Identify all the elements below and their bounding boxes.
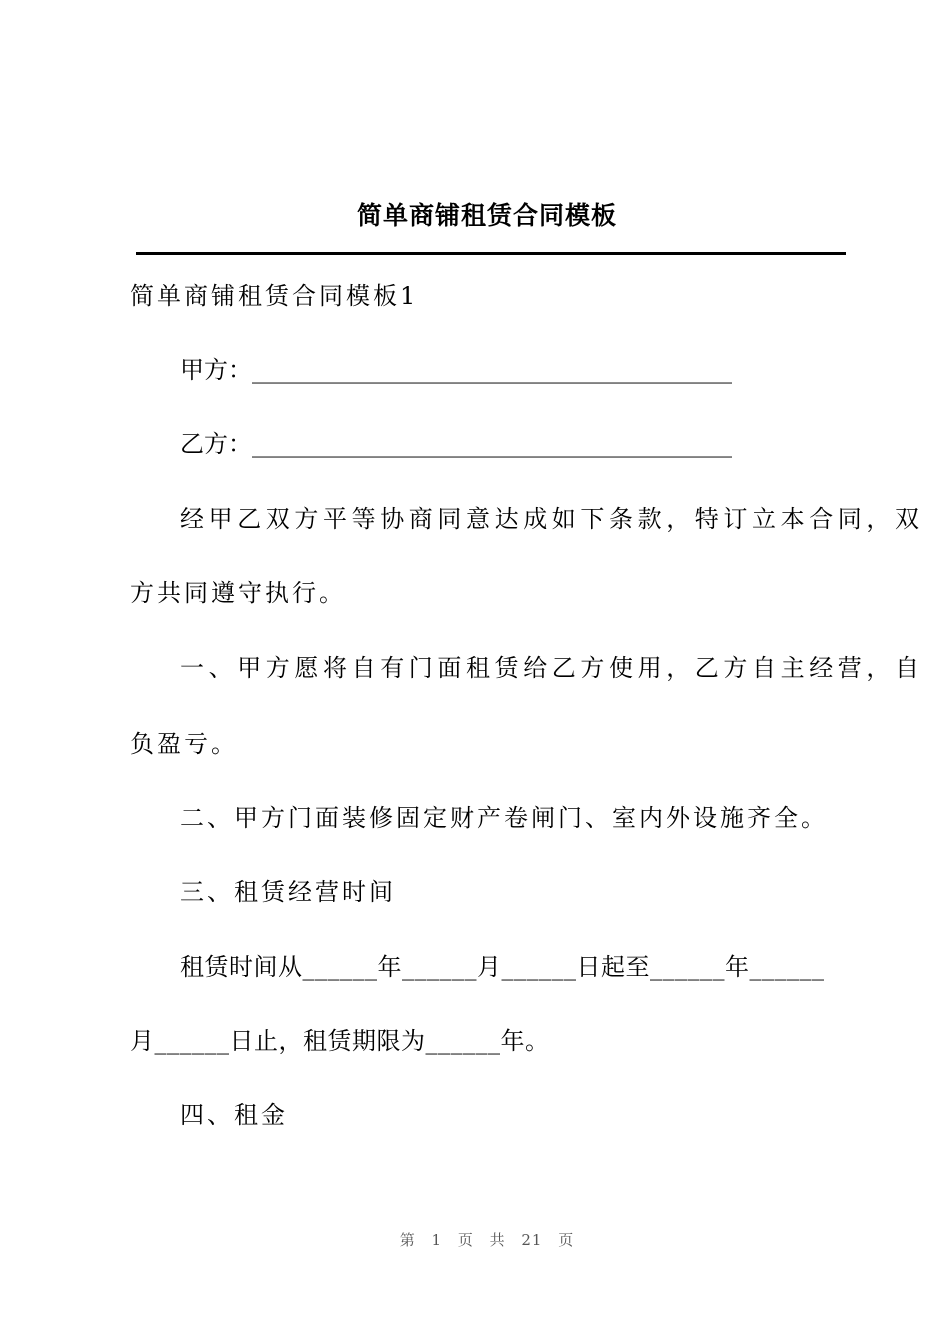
clause-4-heading: 四、租金 <box>180 1101 288 1129</box>
party-a-field: 甲方：________________________________________ <box>180 356 732 384</box>
clause-1-line-2: 负盈亏。 <box>130 730 238 758</box>
document-subtitle: 简单商铺租赁合同模板1 <box>130 282 419 310</box>
clause-3-line-2: 月______日止，租赁期限为______年。 <box>130 1027 550 1055</box>
title-underline <box>136 252 846 255</box>
page-footer: 第 1 页 共 21 页 <box>399 1231 575 1249</box>
party-b-field: 乙方：________________________________________ <box>180 430 732 458</box>
clause-2: 二、甲方门面装修固定财产卷闸门、室内外设施齐全。 <box>180 804 828 832</box>
clause-3-heading: 三、租赁经营时间 <box>180 878 396 906</box>
clause-3-line-1: 租赁时间从______年______月______日起至______年______ <box>180 953 825 981</box>
intro-paragraph-line-2: 方共同遵守执行。 <box>130 579 346 607</box>
document-title: 简单商铺租赁合同模板 <box>356 201 617 230</box>
clause-1-line-1: 一、甲方愿将自有门面租赁给乙方使用，乙方自主经营，自 <box>180 654 924 682</box>
intro-paragraph-line-1: 经甲乙双方平等协商同意达成如下条款，特订立本合同，双 <box>180 505 924 533</box>
